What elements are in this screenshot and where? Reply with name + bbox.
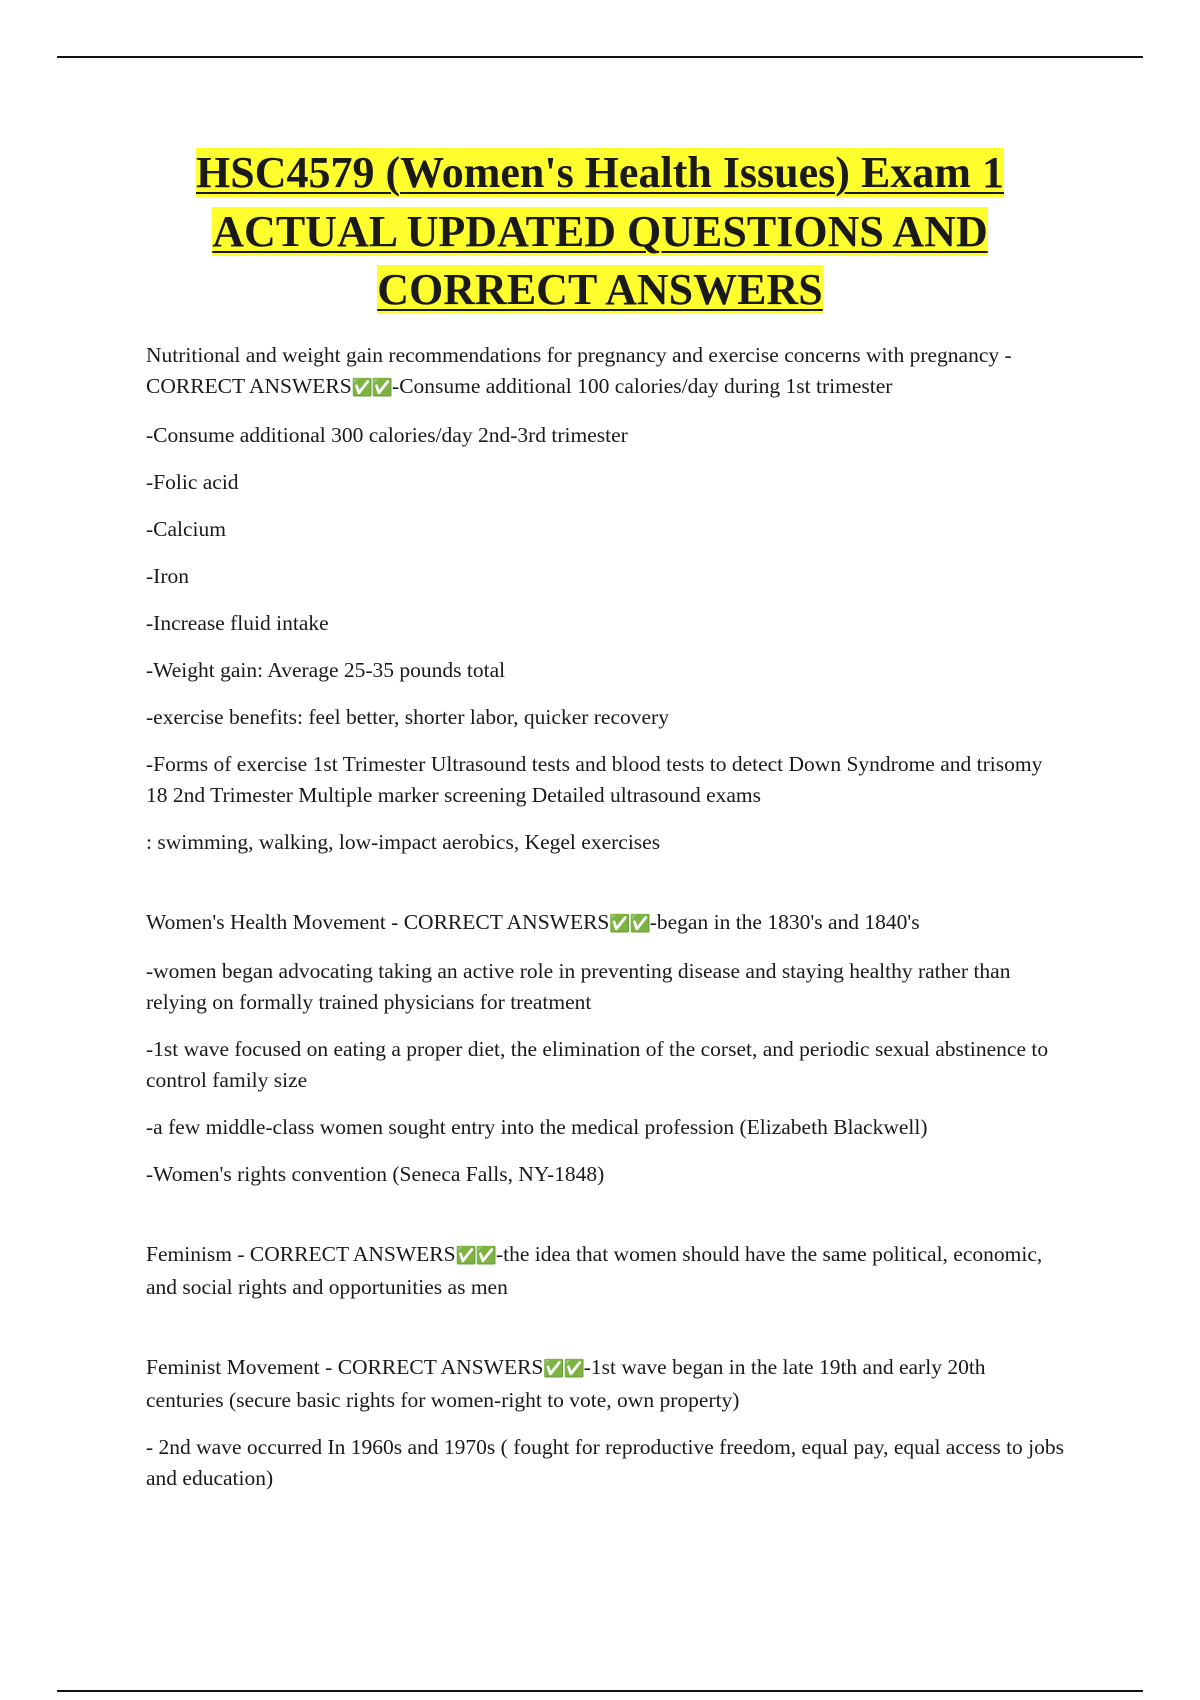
checkmark-icon: ✅✅	[351, 378, 393, 398]
answer-item: -Weight gain: Average 25-35 pounds total	[146, 658, 506, 682]
answer-item: -exercise benefits: feel better, shorter labor, quicker recovery	[146, 705, 669, 729]
qa-question	[146, 1239, 1066, 1303]
answer-text: -1st wave began in the late 19th and early 20th centuries (secure basic rights for women-right to vote, own property)	[146, 1355, 986, 1412]
checkmark-icon: ✅✅	[609, 914, 650, 934]
answer-item: -Folic acid	[146, 470, 239, 494]
checkmark-icon: ✅✅	[543, 1359, 584, 1379]
qa-question	[146, 340, 1066, 404]
answer-item: -Forms of exercise 1st Trimester Ultrasound tests and blood tests to detect Down Syndrome and trisomy 18 2nd Trimester Multiple marker screening Detailed ultrasound exams	[146, 752, 1043, 807]
title-line-3: CORRECT ANSWERS	[377, 265, 823, 314]
answer-item: -a few middle-class women sought entry into the medical profession (Elizabeth Blackwell)	[146, 1115, 928, 1139]
block-spacer	[146, 874, 1066, 907]
answer-item: -Calcium	[146, 517, 227, 541]
answer-item: -Consume additional 300 calories/day 2nd-3rd trimester	[146, 423, 628, 447]
answer-text: -Consume additional 100 calories/day during 1st trimester	[392, 374, 893, 398]
qa-content	[146, 340, 1066, 1510]
qa-question	[146, 1352, 1066, 1416]
title-line-2: ACTUAL UPDATED QUESTIONS AND	[212, 206, 988, 256]
answer-item: - 2nd wave occurred In 1960s and 1970s ( fought for reproductive freedom, equal pay, equal access to jobs and education)	[146, 1435, 1065, 1490]
question-text: Women's Health Movement - CORRECT ANSWERS	[146, 910, 610, 934]
checkmark-icon: ✅✅	[455, 1246, 496, 1266]
title-line-1: HSC4579 (Women's Health Issues) Exam 1	[196, 148, 1004, 197]
top-rule	[57, 56, 1143, 58]
answer-item: : swimming, walking, low-impact aerobics, Kegel exercises	[146, 830, 661, 854]
bottom-rule	[57, 1690, 1143, 1692]
answer-item: -women began advocating taking an active role in preventing disease and staying healthy rather than relying on formally trained physicians for treatment	[146, 959, 1011, 1014]
page-title	[100, 144, 1100, 320]
question-text: Feminist Movement - CORRECT ANSWERS	[146, 1355, 544, 1379]
qa-question	[146, 907, 1066, 940]
answer-item: -1st wave focused on eating a proper diet, the elimination of the corset, and periodic sexual abstinence to control family size	[146, 1037, 1049, 1092]
answer-text: -the idea that women should have the same political, economic, and social rights and opportunities as men	[146, 1242, 1043, 1299]
question-text: Nutritional and weight gain recommendations for pregnancy and exercise concerns with pregnancy - CORRECT ANSWERS	[146, 343, 1012, 398]
answer-text: -began in the 1830's and 1840's	[649, 910, 920, 934]
block-spacer	[146, 1319, 1066, 1352]
block-spacer	[146, 1206, 1066, 1239]
answer-item: -Increase fluid intake	[146, 611, 329, 635]
answer-item: -Iron	[146, 564, 189, 588]
answer-item: -Women's rights convention (Seneca Falls, NY-1848)	[146, 1162, 605, 1186]
question-text: Feminism - CORRECT ANSWERS	[146, 1242, 456, 1266]
